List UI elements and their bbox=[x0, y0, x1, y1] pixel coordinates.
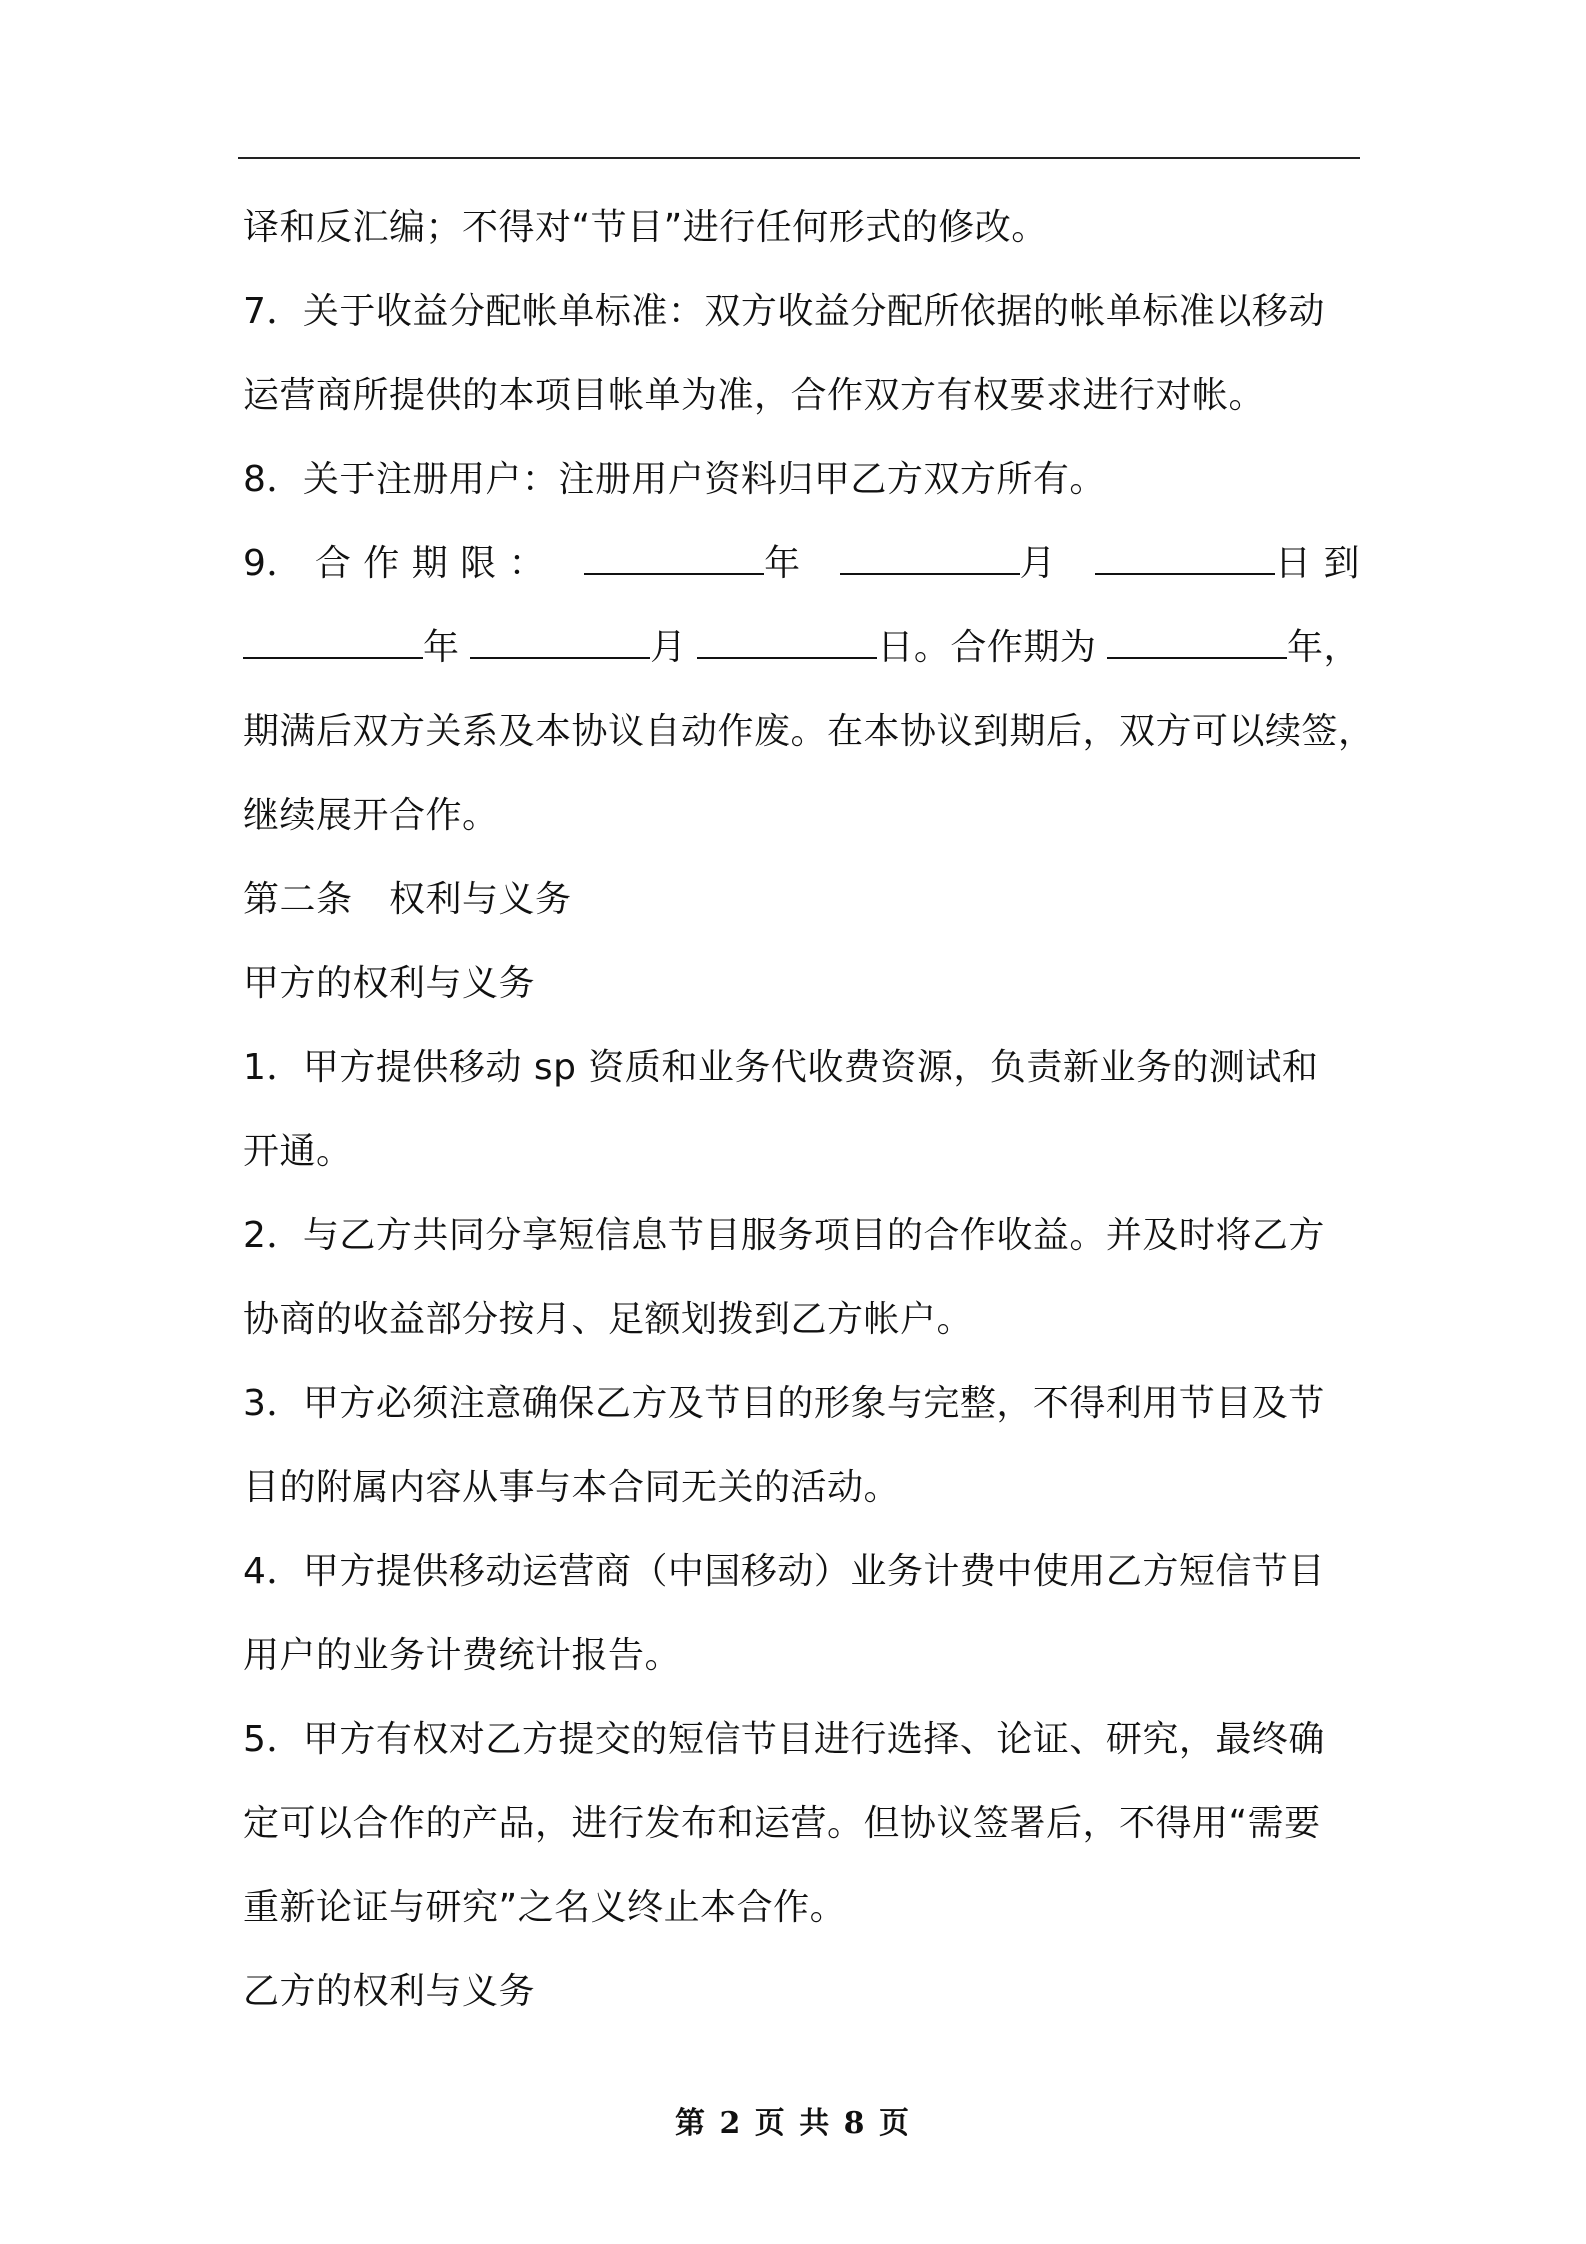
blank-field bbox=[697, 613, 877, 659]
text-line: 1．甲方提供移动 sp 资质和业务代收费资源，负责新业务的测试和 bbox=[243, 1047, 1319, 1088]
blank-field bbox=[243, 613, 423, 659]
blank-field bbox=[840, 529, 1020, 575]
text-line: 运营商所提供的本项目帐单为准，合作双方有权要求进行对帐。 bbox=[243, 375, 1266, 416]
period-duration: 年， bbox=[1107, 606, 1360, 690]
blank-field bbox=[470, 613, 650, 659]
period-end-day: 日。合作期为 bbox=[697, 606, 1096, 690]
period-start-month: 月 bbox=[840, 522, 1057, 606]
text-line: 2．与乙方共同分享短信息节目服务项目的合作收益。并及时将乙方 bbox=[243, 1215, 1325, 1256]
text-line: 期满后双方关系及本协议自动作废。在本协议到期后，双方可以续签， bbox=[243, 711, 1375, 752]
page-number: 第 2 页 共 8 页 bbox=[675, 2106, 911, 2141]
text-line: 开通。 bbox=[243, 1131, 353, 1172]
subsection-heading: 甲方的权利与义务 bbox=[243, 963, 536, 1004]
section-heading: 第二条 权利与义务 bbox=[243, 879, 572, 920]
text-line: 目的附属内容从事与本合同无关的活动。 bbox=[243, 1467, 901, 1508]
text-line: 3．甲方必须注意确保乙方及节目的形象与完整，不得利用节目及节 bbox=[243, 1383, 1325, 1424]
cooperation-period-line bbox=[243, 522, 1360, 606]
text-line: 译和反汇编；不得对“节目”进行任何形式的修改。 bbox=[243, 207, 1048, 248]
text-line: 4．甲方提供移动运营商（中国移动）业务计费中使用乙方短信节目 bbox=[243, 1551, 1325, 1592]
text-line: 8．关于注册用户：注册用户资料归甲乙方双方所有。 bbox=[243, 459, 1106, 500]
period-start-year: 年 bbox=[584, 522, 801, 606]
text-line: 协商的收益部分按月、足额划拨到乙方帐户。 bbox=[243, 1299, 974, 1340]
header-rule bbox=[238, 157, 1360, 159]
text-line: 用户的业务计费统计报告。 bbox=[243, 1635, 682, 1676]
period-end-month: 月 bbox=[470, 606, 687, 690]
text-line: 定可以合作的产品，进行发布和运营。但协议签署后，不得用“需要 bbox=[243, 1803, 1321, 1844]
blank-field bbox=[584, 529, 764, 575]
document-body bbox=[243, 186, 1375, 2034]
blank-field bbox=[1107, 613, 1287, 659]
period-start-day: 日 到 bbox=[1095, 522, 1360, 606]
cooperation-period-end-line bbox=[243, 606, 1360, 690]
blank-field bbox=[1095, 529, 1275, 575]
text-line: 继续展开合作。 bbox=[243, 795, 499, 836]
period-end-year: 年 bbox=[243, 606, 460, 690]
subsection-heading: 乙方的权利与义务 bbox=[243, 1971, 536, 2012]
text-line: 5．甲方有权对乙方提交的短信节目进行选择、论证、研究，最终确 bbox=[243, 1719, 1325, 1760]
text-line: 重新论证与研究”之名义终止本合作。 bbox=[243, 1887, 847, 1928]
period-label: 9． 合 作 期 限 ： bbox=[243, 543, 546, 584]
text-line: 7．关于收益分配帐单标准：双方收益分配所依据的帐单标准以移动 bbox=[243, 291, 1325, 332]
